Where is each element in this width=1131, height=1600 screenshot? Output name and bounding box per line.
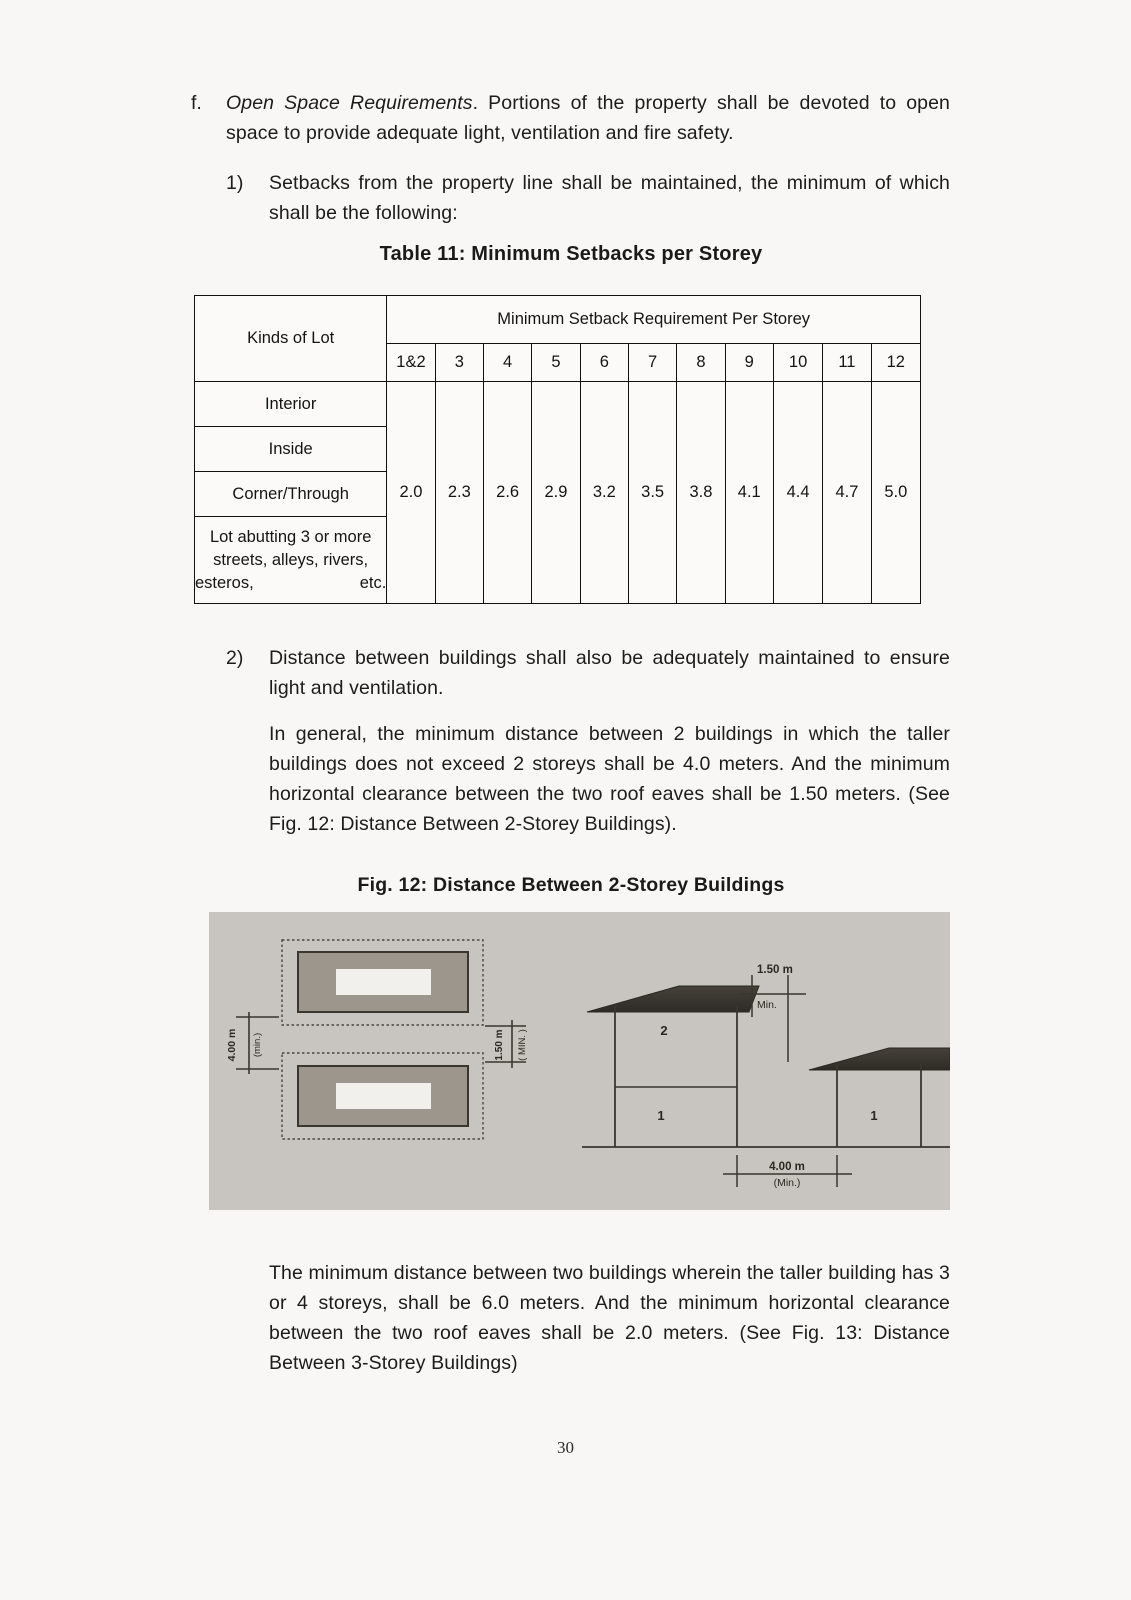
one-storey-roof <box>809 1048 950 1070</box>
ground-distance-value: 4.00 m <box>769 1161 805 1173</box>
eave-clearance-note: Min. <box>757 999 777 1011</box>
table-value-storey-12: 5.0 <box>871 382 920 604</box>
two-storey-roof <box>587 986 759 1012</box>
table-col-storey-12: 12 <box>871 344 920 382</box>
upper-building-court <box>336 969 431 995</box>
table-col-storey-6: 6 <box>580 344 628 382</box>
table-value-storey-8: 3.8 <box>677 382 725 604</box>
plan-dim-right-value: 1.50 m <box>494 1029 505 1061</box>
plan-dim-left-value: 4.00 m <box>226 1028 238 1062</box>
plan-dim-right-note: ( MIN. ) <box>517 1029 528 1061</box>
table-col-storey-10: 10 <box>773 344 822 382</box>
section-f-body-text: . Portions of the property shall be devoted to open space to provide adequate light, ventilation and fire safety. <box>226 92 951 144</box>
item-2-text: Distance between buildings shall also be adequately maintained to ensure light and ventilation. <box>269 647 950 699</box>
figure-12-image <box>209 912 950 1210</box>
figure-caption: Fig. 12: Distance Between 2-Storey Buildings <box>357 874 785 896</box>
ground-distance-note: (Min.) <box>773 1177 801 1189</box>
table-value-storey-10: 4.4 <box>773 382 822 604</box>
plan-view-group <box>226 940 528 1139</box>
table-col-storey-11: 11 <box>823 344 871 382</box>
item-1-marker: 1) <box>226 172 244 194</box>
table-header-kinds-of-lot: Kinds of Lot <box>195 296 387 382</box>
table-header-requirement: Minimum Setback Requirement Per Storey <box>387 296 921 344</box>
table-value-storey-1and2: 2.0 <box>387 382 435 604</box>
section-f-marker: f. <box>191 92 202 114</box>
item-1-text: Setbacks from the property line shall be maintained, the minimum of which shall be the following: <box>269 172 950 224</box>
section-f-title: Open Space Requirements <box>226 92 473 114</box>
elevation-view-group <box>582 964 950 1189</box>
table-value-storey-3: 2.3 <box>435 382 483 604</box>
two-storey-label-upper: 2 <box>660 1023 668 1038</box>
table-col-storey-5: 5 <box>532 344 580 382</box>
table-cell-lot-corner-through: Corner/Through <box>195 472 387 517</box>
table-cell-lot-interior: Interior <box>195 382 387 427</box>
minimum-setbacks-table <box>194 295 921 604</box>
table-value-storey-9: 4.1 <box>725 382 773 604</box>
table-cell-lot-inside: Inside <box>195 427 387 472</box>
table-col-storey-1and2: 1&2 <box>387 344 435 382</box>
table-col-storey-9: 9 <box>725 344 773 382</box>
one-storey-label: 1 <box>870 1108 878 1123</box>
table-row-header-top <box>195 296 921 344</box>
table-value-storey-11: 4.7 <box>823 382 871 604</box>
item-2-paragraph: In general, the minimum distance between 2 buildings in which the taller buildings does not exceed 2 storeys shall be 4.0 meters. And the minimum horizontal clearance between the two roof eaves shall be 1.50 meters. (See Fig. 12: Distance Between 2-Storey Buildings). <box>269 723 950 835</box>
table-value-storey-5: 2.9 <box>532 382 580 604</box>
table-col-storey-4: 4 <box>483 344 531 382</box>
table-row <box>195 382 921 427</box>
table-col-storey-7: 7 <box>628 344 676 382</box>
table-value-storey-7: 3.5 <box>628 382 676 604</box>
lower-building-court <box>336 1083 431 1109</box>
section-f-paragraph <box>226 88 950 148</box>
table-value-storey-4: 2.6 <box>483 382 531 604</box>
page-number: 30 <box>557 1438 574 1457</box>
table-caption: Table 11: Minimum Setbacks per Storey <box>379 243 763 265</box>
item-2-marker: 2) <box>226 647 244 669</box>
closing-paragraph: The minimum distance between two buildings wherein the taller building has 3 or 4 storeys, shall be 6.0 meters. And the minimum horizontal clearance between the two roof eaves shall be 2.0 meters. (See Fig. 13: Distance Between 3-Storey Buildings) <box>269 1262 950 1374</box>
table-col-storey-3: 3 <box>435 344 483 382</box>
figure-12-drawing <box>209 912 950 1210</box>
table-cell-lot-abutting: Lot abutting 3 or more streets, alleys, rivers, esteros, etc. <box>195 517 387 604</box>
plan-dim-left-note: (min.) <box>252 1032 263 1058</box>
table-value-storey-6: 3.2 <box>580 382 628 604</box>
eave-clearance-value: 1.50 m <box>757 964 793 976</box>
table-col-storey-8: 8 <box>677 344 725 382</box>
two-storey-label-lower: 1 <box>657 1108 665 1123</box>
